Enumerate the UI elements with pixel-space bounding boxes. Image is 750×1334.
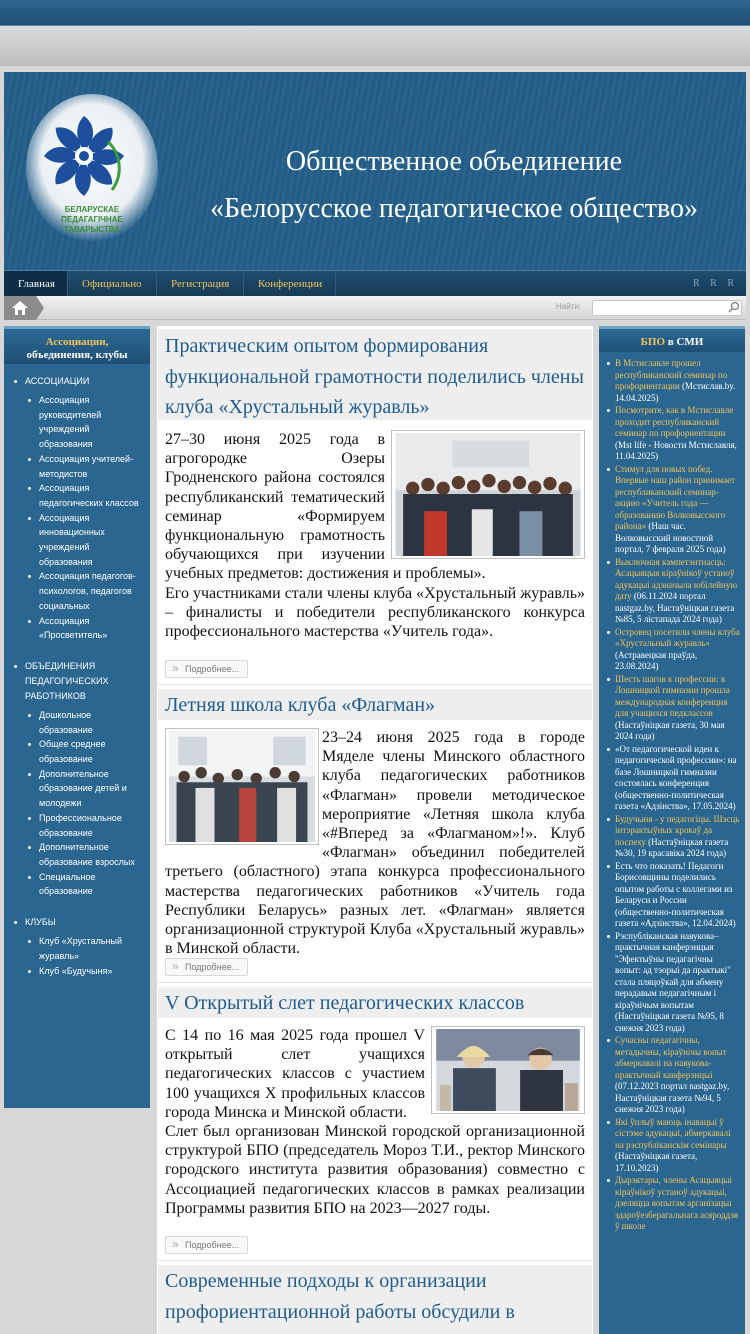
article-title[interactable]: Практическим опытом формирования функциональной грамотности поделились члены клуба «Хрустальный журавль» (165, 335, 584, 418)
left-sidebar-menu (4, 364, 150, 978)
media-source: (Настаўніцкая газета, 30 мая 2024 года) (615, 719, 725, 741)
site-title-line1: Общественное объединение (285, 146, 623, 177)
article-title[interactable]: Летняя школа клуба «Флагман» (165, 694, 436, 716)
sidebar-item[interactable]: Клуб «Хрустальный журавль» (14, 934, 144, 963)
svg-text:БЕЛАРУСКАЕ: БЕЛАРУСКАЕ (64, 205, 120, 214)
search-label: Найти: (556, 302, 582, 311)
read-more-button[interactable]: » Подробнее... (165, 660, 248, 678)
sidebar-item[interactable]: Ассоциация инновационных учреждений образования (14, 511, 144, 570)
search-input[interactable] (592, 300, 742, 316)
media-source: (Настаўніцкая газета №30, 19 красавіка 2024 года) (615, 836, 729, 858)
svg-text:ТАВАРЫСТВА: ТАВАРЫСТВА (63, 225, 121, 234)
article-separator (158, 982, 592, 983)
right-sidebar (599, 326, 745, 1334)
sidebar-item[interactable]: Клуб «Будучыня» (14, 964, 144, 979)
media-source[interactable]: «От педагогической идеи к педагогической профессии»: на базе Лошницкой гимназии состоялась конференция (общественно-политическая газета «Адзінства», 17.05.2024) (615, 743, 737, 811)
site-title-line2: «Белорусское педагогическое общество» (209, 193, 699, 224)
breadcrumb-bar (4, 296, 746, 320)
media-item (615, 1035, 741, 1116)
media-link[interactable]: Будучыня - у педагогіцы. Шэсць інтэрактыўных крокаў да поспеху (615, 813, 740, 847)
sidebar-section-clubs[interactable]: КЛУБЫ (14, 915, 144, 930)
media-link[interactable]: Які ўплыў маюць інавацыі ў сістэме адукацыі, абмеркавалі на рэспубліканскім семінары (615, 1116, 731, 1150)
media-link[interactable]: Островец посетили члены клуба «Хрустальный журавль» (615, 626, 740, 648)
left-sidebar-title (4, 326, 150, 364)
site-header (4, 72, 746, 270)
silver-band (0, 26, 750, 66)
search-icon[interactable] (728, 301, 740, 313)
menu-item-conferences[interactable]: Конференции (244, 271, 336, 297)
media-item (615, 1175, 741, 1233)
read-more-button[interactable]: » Подробнее... (165, 1236, 248, 1254)
sidebar-item[interactable]: Ассоциация учителей-методистов (14, 452, 144, 481)
media-item (615, 627, 741, 673)
svg-text:ПЕДАГАГІЧНАЕ: ПЕДАГАГІЧНАЕ (61, 215, 123, 224)
media-item (615, 744, 741, 813)
sidebar-item[interactable]: Ассоциация «Просветитель» (14, 614, 144, 643)
media-source: (06.11.2024 портал nastgaz.by, Настаўніцкая газета №85, 5 лістапада 2024 года) (615, 591, 735, 624)
media-item (615, 405, 741, 463)
article-photo[interactable] (391, 430, 585, 559)
left-sidebar-title-line1: Ассоциации, (45, 336, 109, 348)
article-separator (158, 684, 592, 685)
sidebar-section-associations[interactable]: АССОЦИАЦИИ (14, 374, 144, 389)
media-item (615, 464, 741, 556)
media-source: (07.12.2023 портал nastgaz.by, Настаўніцкая газета №94, 5 снежня 2023 года) (615, 1081, 730, 1114)
media-source: (Наш час. Волковысский новостной портал, 7 февраля 2025 года) (615, 521, 726, 554)
media-item (615, 358, 741, 404)
menu-item-home[interactable]: Главная (4, 271, 68, 297)
media-item (615, 557, 741, 626)
sidebar-item[interactable]: Дополнительное образование детей и молодежи (14, 767, 144, 811)
article-body (165, 728, 585, 958)
left-sidebar-title-line2: объединения, клубы (26, 349, 128, 361)
top-bar (0, 0, 750, 26)
sidebar-item[interactable]: Специальное образование (14, 870, 144, 899)
article-body (165, 430, 585, 641)
media-link[interactable]: Выключная кампетэнтнасць: Асацыяцыя кіраўнікоў устаноў адукацыі адзначыла юбілейную дату (615, 556, 738, 601)
media-item (615, 861, 741, 930)
article-text: С 14 по 16 мая 2025 года прошел V открытый слет учащихся педагогических классов с участием 100 учащихся X профильных классов города Минска и Минской области. (165, 1027, 425, 1121)
sidebar-item[interactable]: Дошкольное образование (14, 708, 144, 737)
sidebar-item[interactable]: Ассоциация руководителей учреждений образования (14, 393, 144, 452)
right-sidebar-title-accent: БПО (640, 336, 666, 348)
sidebar-item[interactable]: Ассоциация педагогов-психологов, педагогов социальных (14, 569, 144, 613)
media-source: (Mst life - Новости Мстиславля, 11.04.2025) (615, 439, 737, 461)
right-sidebar-title (599, 326, 745, 352)
main-menu (4, 270, 746, 296)
article-title[interactable]: V Открытый слет педагогических классов (165, 992, 525, 1014)
article-text-2: Клуб «Флагман» объединил победителей третьего (областного) этапа конкурса профессионального мастерства педагогических работников «Учитель года Республики Беларусь» разных лет. «Флагман» является организационной структурой Клуба «Хрустальный журавль» в Минской области. (165, 825, 585, 958)
article-text: 23–24 июня 2025 года в городе Мяделе члены Минского областного клуба педагогических работников «Флагман» провели методическое мероприятие «Летняя школа клуба «#Вперед за «Флагманом»!». (322, 729, 585, 843)
article-photo[interactable] (431, 1026, 585, 1114)
article-text: 27–30 июня 2025 года в агрогородке Озеры Гродненского района состоялся республиканский тематический семинар «Формируем функциональную грамотность обучающихся при изучении учебных предметов: достижения и проблемы». (165, 431, 486, 583)
media-link[interactable]: В Мстиславле прошел республиканский семинар по профориентации (615, 358, 728, 391)
media-item (615, 674, 741, 743)
media-item (615, 931, 741, 1035)
menu-item-registration[interactable]: Регистрация (157, 271, 244, 297)
sidebar-item[interactable]: Общее среднее образование (14, 737, 144, 766)
media-link[interactable]: Шесть шагов к профессии: в Лошницкой гимназии прошла международная конференция для учащихся педклассов (615, 673, 730, 718)
media-link[interactable]: Стимул для новых побед. Впервые наш район принимает республиканский семинар-акцию «Учитель года — образованию Волковысского района» (615, 463, 736, 531)
left-sidebar (4, 326, 150, 1108)
right-sidebar-title-rest: в СМИ (667, 336, 704, 348)
article-photo[interactable] (165, 728, 319, 845)
sidebar-item[interactable]: Профессиональное образование (14, 811, 144, 840)
sidebar-section-unions[interactable]: ОБЪЕДИНЕНИЯ ПЕДАГОГИЧЕСКИХ РАБОТНИКОВ (14, 659, 144, 704)
sidebar-item[interactable]: Ассоциация педагогических классов (14, 481, 144, 510)
media-link[interactable]: Посмотрите, как в Мстиславле проходит республиканский семинар по профориентации (615, 405, 734, 438)
article-body (165, 1026, 585, 1218)
home-button[interactable] (4, 296, 44, 320)
menu-item-official[interactable]: Официально (68, 271, 157, 297)
home-icon (12, 301, 28, 315)
media-link[interactable]: Сучасны педагагічны, метадычны, кіраўнічы вопыт абмеркавалі на навукова-практычнай канферэнцыі (615, 1035, 727, 1080)
media-list (599, 352, 745, 1233)
media-source: (Мстислав.by. 14.04.2025) (615, 381, 736, 403)
media-item (615, 1117, 741, 1175)
media-source[interactable]: Есть что показать! Педагоги Борисовщины поделились опытом работы с коллегами из Беларуси и России (общественно-политическая газета «Адзінства», 12.04.2024) (615, 860, 736, 928)
article-text-2: Слет был организован Минской городской организационной структурой БПО (председатель Мороз Т.И., ректор Минского городского института развития образования) совместно с Ассоциацией педагогических классов в рамках реализации Программы развития БПО на 2023—2027 годы. (165, 1123, 585, 1217)
text-size-controls[interactable]: R R R (692, 278, 738, 289)
site-title (174, 138, 734, 232)
article-text-2: Его участниками стали члены клуба «Хрустальный журавль» – финалисты и победители республиканского конкурса профессионального мастерства «Учитель года». (165, 584, 585, 641)
media-link[interactable]: Дырэктары, члены Асацыяцыі кіраўнікоў устаноў адукацыі, дзеляцца вопытам арганізацыі здароўезберагальнага асяроддзя ў школе (615, 1175, 739, 1231)
media-item (615, 814, 741, 860)
media-source: (Астравецкая праўда, 23.08.2024) (615, 649, 698, 671)
article-separator (158, 1260, 592, 1261)
logo-icon[interactable] (24, 94, 164, 244)
sidebar-item[interactable]: Дополнительное образование взрослых (14, 840, 144, 869)
media-source: (Настаўніцкая газета, 17.10.2023) (615, 1151, 698, 1173)
article-title[interactable]: Современные подходы к организации профориентационной работы обсудили в (165, 1270, 515, 1323)
media-source[interactable]: Рэспубліканская навукова–практычная канферэнцыя "Эфектыўны педагагічны вопыт: ад тэорыі да практыкі" стала пляцоўкай для абмену перадавым педагагічным і кіраўнічым вопытам (Настаўніцкая газета №95, 8 снежня 2023 года) (615, 930, 731, 1033)
read-more-button[interactable]: » Подробнее... (165, 958, 248, 976)
